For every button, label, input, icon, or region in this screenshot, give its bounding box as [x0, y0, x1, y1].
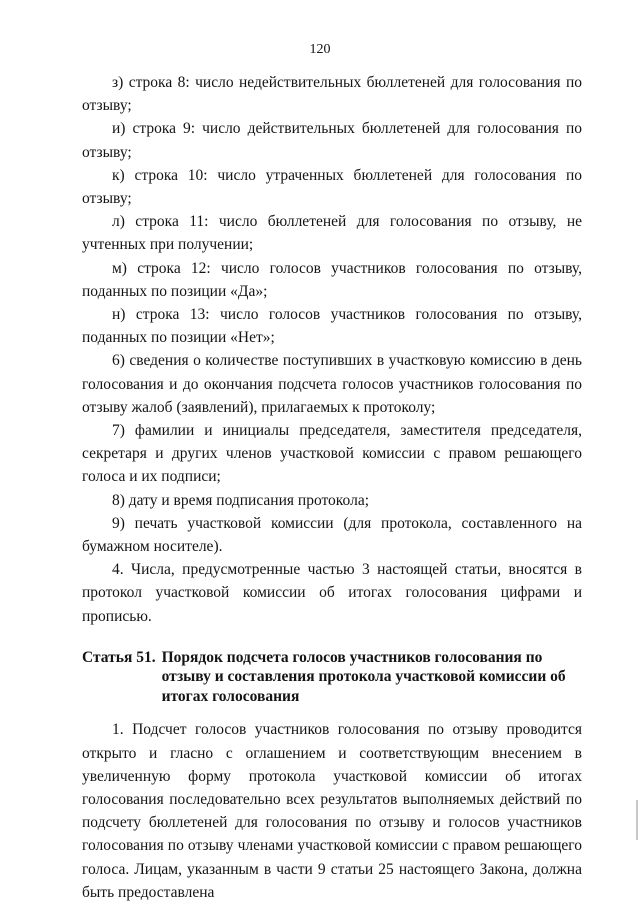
article-label: Статья 51. [82, 648, 156, 666]
paragraph-item-8: 8) дату и время подписания протокола; [112, 491, 370, 509]
paragraph-item-i: и) строка 9: число действительных бюллетеней для голосования по отзыву; [82, 120, 582, 161]
paragraph-item-z: з) строка 8: число недействительных бюллетеней для голосования по отзыву; [82, 74, 582, 115]
scan-margin-mark [636, 800, 638, 840]
paragraph-part-1: 1. Подсчет голосов участников голосования по отзыву проводится открыто и гласно с оглашением и соответствующим внесением в увеличенную форму протокола участковой комиссии об итогах голосования последовательно всех результатов выполняемых действий по подсчету бюллетеней для голосования по отзыву и голосов участников голосования по отзыву членами участковой комиссии с правом решающего голоса. Лицам, указанным в части 9 статьи 25 настоящего Закона, должна быть предоставлена [82, 721, 582, 901]
paragraph-item-6: 6) сведения о количестве поступивших в участковую комиссию в день голосования и до окончания подсчета голосов участников голосования по отзыву жалоб (заявлений), прилагаемых к протоколу; [82, 352, 582, 416]
paragraph-item-7: 7) фамилии и инициалы председателя, заместителя председателя, секретаря и других членов участковой комиссии с правом решающего голоса и их подписи; [82, 422, 582, 486]
document-body [82, 71, 582, 904]
article-title: Порядок подсчета голосов участников голосования по отзыву и составления протокола участковой комиссии об итогах голосования [161, 648, 566, 705]
paragraph-item-n: н) строка 13: число голосов участников голосования по отзыву, поданных по позиции «Нет»; [82, 306, 582, 347]
article-heading [82, 648, 582, 707]
paragraph-item-9: 9) печать участковой комиссии (для протокола, составленного на бумажном носителе). [82, 514, 582, 556]
paragraph-item-l: л) строка 11: число бюллетеней для голосования по отзыву, не учтенных при получении; [82, 213, 582, 254]
paragraph-item-k: к) строка 10: число утраченных бюллетеней для голосования по отзыву; [82, 166, 582, 208]
paragraph-item-m: м) строка 12: число голосов участников голосования по отзыву, поданных по позиции «Да»; [82, 259, 582, 300]
page-number: 120 [309, 42, 331, 57]
paragraph-part-4: 4. Числа, предусмотренные частью 3 настоящей статьи, вносятся в протокол участковой комиссии об итогах голосования цифрами и прописью. [82, 561, 582, 625]
